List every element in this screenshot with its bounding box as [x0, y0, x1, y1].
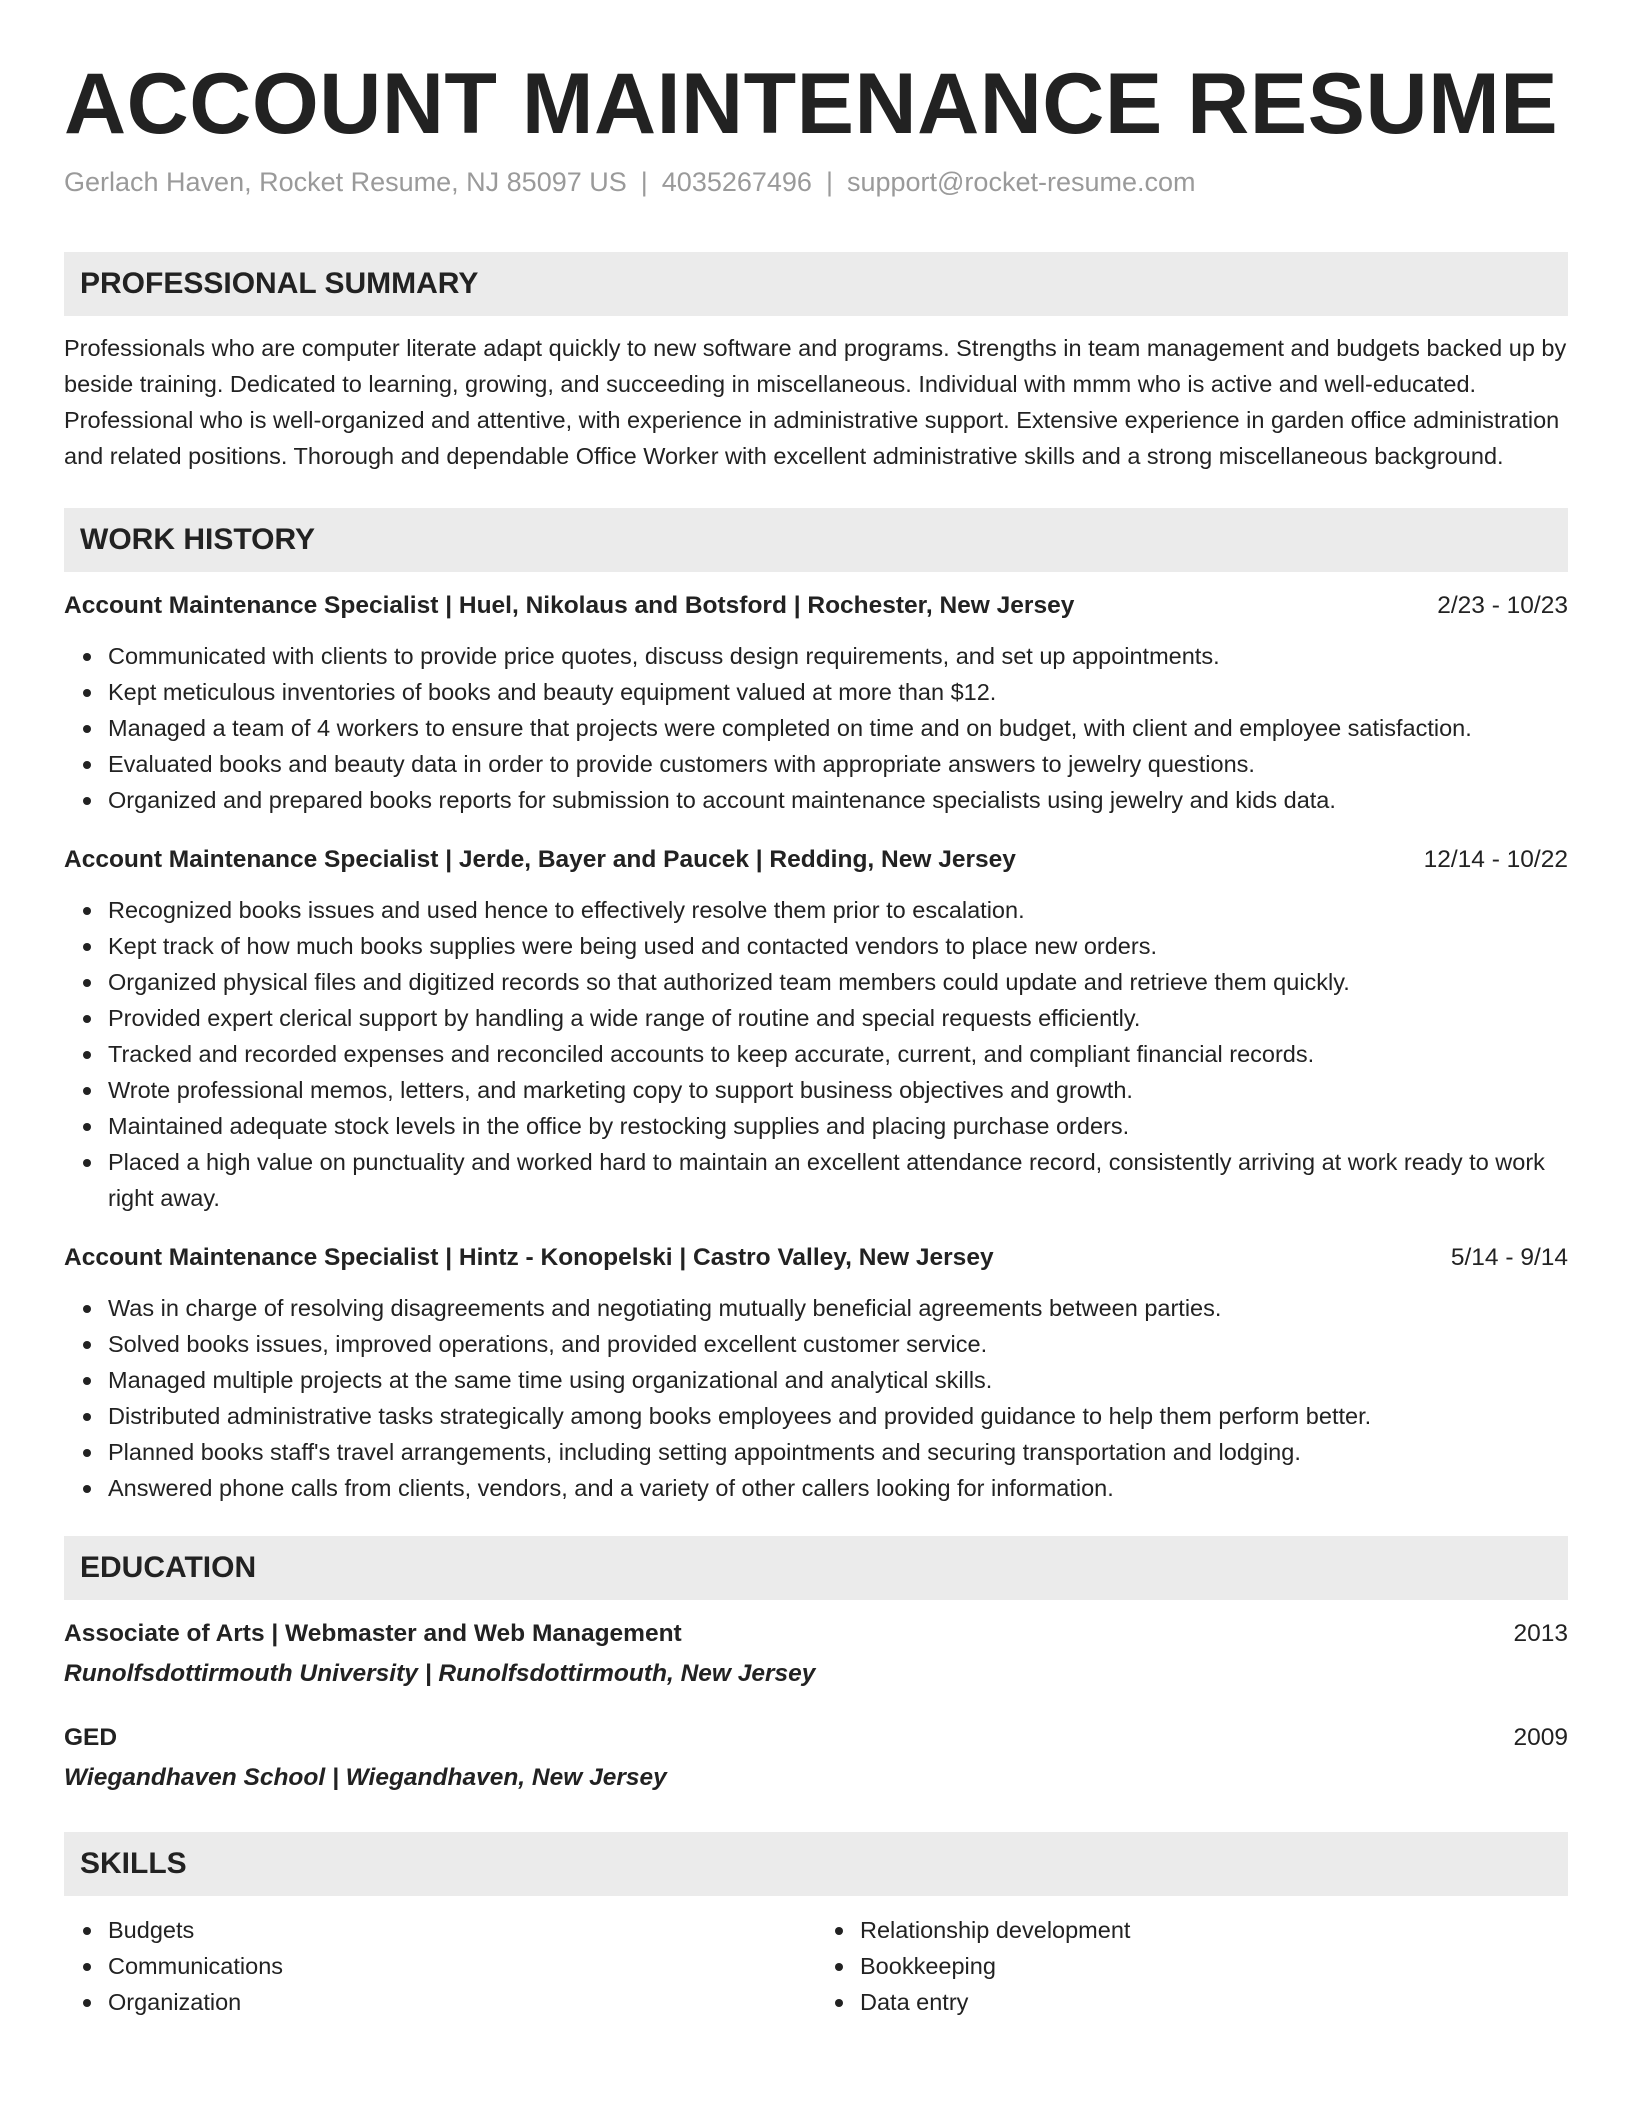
job-bullet: Organized and prepared books reports for submission to account maintenance specialists using jewelry and kids data.: [108, 782, 1568, 818]
job-entry: [64, 1240, 1568, 1506]
job-bullet: Communicated with clients to provide price quotes, discuss design requirements, and set up appointments.: [108, 638, 1568, 674]
job-bullet: Solved books issues, improved operations, and provided excellent customer service.: [108, 1326, 1568, 1362]
education-header: [64, 1616, 1568, 1652]
skills-column-left: [64, 1912, 816, 2020]
skill-item: Communications: [108, 1948, 816, 1984]
education-entry: [64, 1720, 1568, 1796]
job-bullets: [64, 892, 1568, 1216]
job-title: Account Maintenance Specialist | Hintz - Konopelski | Castro Valley, New Jersey: [64, 1244, 994, 1271]
resume-page: [64, 0, 1568, 2020]
skill-item: Budgets: [108, 1912, 816, 1948]
job-bullets: [64, 1290, 1568, 1506]
job-bullet: Kept meticulous inventories of books and beauty equipment valued at more than $12.: [108, 674, 1568, 710]
education-degree: Associate of Arts | Webmaster and Web Management: [64, 1620, 682, 1647]
contact-separator: |: [640, 167, 648, 197]
section-heading-education: EDUCATION: [64, 1536, 1568, 1600]
contact-line: [64, 164, 1568, 200]
job-bullets: [64, 638, 1568, 818]
education-school: Runolfsdottirmouth University | Runolfsdottirmouth, New Jersey: [64, 1660, 816, 1687]
job-bullet: Planned books staff's travel arrangements, including setting appointments and securing transportation and lodging.: [108, 1434, 1568, 1470]
section-heading-skills: SKILLS: [64, 1832, 1568, 1896]
job-bullet: Recognized books issues and used hence to effectively resolve them prior to escalation.: [108, 892, 1568, 928]
section-heading-summary: PROFESSIONAL SUMMARY: [64, 252, 1568, 316]
job-header: [64, 1240, 1568, 1276]
job-bullet: Placed a high value on punctuality and worked hard to maintain an excellent attendance record, consistently arriving at work ready to work right away.: [108, 1144, 1568, 1216]
job-bullet: Was in charge of resolving disagreements and negotiating mutually beneficial agreements between parties.: [108, 1290, 1568, 1326]
job-entry: [64, 588, 1568, 818]
contact-phone: 4035267496: [661, 167, 812, 197]
job-bullet: Managed a team of 4 workers to ensure that projects were completed on time and on budget, with client and employee satisfaction.: [108, 710, 1568, 746]
education-header: [64, 1720, 1568, 1756]
job-bullet: Kept track of how much books supplies were being used and contacted vendors to place new orders.: [108, 928, 1568, 964]
skills-column-right: [816, 1912, 1568, 2020]
job-bullet: Managed multiple projects at the same time using organizational and analytical skills.: [108, 1362, 1568, 1398]
job-bullet: Maintained adequate stock levels in the office by restocking supplies and placing purchase orders.: [108, 1108, 1568, 1144]
job-dates: 12/14 - 10/22: [1423, 846, 1568, 873]
job-header: [64, 842, 1568, 878]
job-title: Account Maintenance Specialist | Jerde, Bayer and Paucek | Redding, New Jersey: [64, 846, 1016, 873]
job-header: [64, 588, 1568, 624]
job-bullet: Distributed administrative tasks strategically among books employees and provided guidance to help them perform better.: [108, 1398, 1568, 1434]
section-heading-work-history: WORK HISTORY: [64, 508, 1568, 572]
contact-separator: |: [825, 167, 833, 197]
job-bullet: Organized physical files and digitized records so that authorized team members could update and retrieve them quickly.: [108, 964, 1568, 1000]
education-year: 2009: [1513, 1724, 1568, 1751]
job-entry: [64, 842, 1568, 1216]
job-dates: 2/23 - 10/23: [1437, 592, 1568, 619]
contact-email: support@rocket-resume.com: [846, 167, 1196, 197]
education-school: Wiegandhaven School | Wiegandhaven, New Jersey: [64, 1764, 667, 1791]
skill-item: Bookkeeping: [860, 1948, 1568, 1984]
skill-item: Relationship development: [860, 1912, 1568, 1948]
job-title: Account Maintenance Specialist | Huel, Nikolaus and Botsford | Rochester, New Jersey: [64, 592, 1075, 619]
skills-list: [64, 1912, 1568, 2020]
job-bullet: Tracked and recorded expenses and reconciled accounts to keep accurate, current, and compliant financial records.: [108, 1036, 1568, 1072]
job-dates: 5/14 - 9/14: [1450, 1244, 1568, 1271]
education-year: 2013: [1513, 1620, 1568, 1647]
job-bullet: Wrote professional memos, letters, and marketing copy to support business objectives and growth.: [108, 1072, 1568, 1108]
education-entry: [64, 1616, 1568, 1692]
job-bullet: Provided expert clerical support by handling a wide range of routine and special requests efficiently.: [108, 1000, 1568, 1036]
job-bullet: Answered phone calls from clients, vendors, and a variety of other callers looking for information.: [108, 1470, 1568, 1506]
job-bullet: Evaluated books and beauty data in order to provide customers with appropriate answers to jewelry questions.: [108, 746, 1568, 782]
skill-item: Data entry: [860, 1984, 1568, 2020]
summary-text: Professionals who are computer literate adapt quickly to new software and programs. Strengths in team management and budgets backed up by beside training. Dedicated to learning, growing, and succeeding in miscellaneous. Individual with mmm who is active and well-educated. Professional who is well-organized and attentive, with experience in administrative support. Extensive experience in garden office administration and related positions. Thorough and dependable Office Worker with excellent administrative skills and a strong miscellaneous background.: [64, 335, 1567, 469]
education-degree: GED: [64, 1724, 118, 1751]
resume-title: ACCOUNT MAINTENANCE RESUME: [64, 56, 1559, 152]
skill-item: Organization: [108, 1984, 816, 2020]
contact-address: Gerlach Haven, Rocket Resume, NJ 85097 US: [64, 167, 627, 197]
